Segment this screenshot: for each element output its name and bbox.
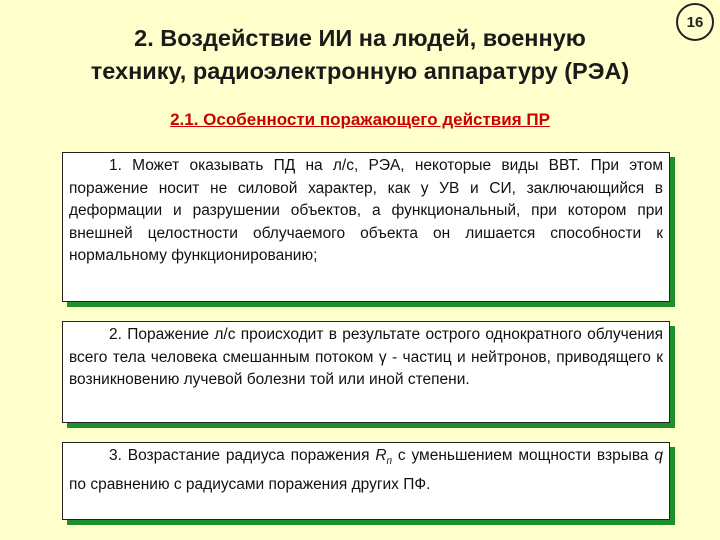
text-box-item-3: [62, 442, 670, 520]
item-3-text-middle: с уменьшением мощности взрыва: [392, 447, 655, 464]
item-3-text: [69, 445, 663, 496]
text-box-item-2: [62, 321, 670, 423]
radius-variable-subscript: п: [386, 456, 393, 468]
slide-title-line-2: технику, радиоэлектронную аппаратуру (РЭА): [90, 58, 630, 84]
item-2-text: 2. Поражение л/с происходит в результате острого однократного облучения всего тела человека смешанным потоком γ - частиц и нейтронов, приводящего к возникновению лучевой болезни той или иной степени.: [69, 326, 663, 388]
item-3-text-after: по сравнению с радиусами поражения других ПФ.: [69, 475, 431, 493]
text-box-item-1: [62, 152, 670, 302]
slide-title: [0, 22, 720, 88]
item-3-text-before: 3. Возрастание радиуса поражения: [109, 447, 376, 464]
slide-title-line-1: 2. Воздействие ИИ на людей, военную: [134, 25, 586, 51]
power-variable: q: [654, 447, 663, 464]
radius-variable: R: [375, 447, 387, 464]
item-1-text: 1. Может оказывать ПД на л/с, РЭА, некоторые виды ВВТ. При этом поражение носит не силовой характер, как у УВ и СИ, заключающийся в деформации и разрушении объектов, а функциональный, при котором при внешней целостности облучаемого объекта он лишается способности к нормальному функционированию;: [69, 157, 663, 264]
section-subtitle: 2.1. Особенности поражающего действия ПР: [170, 110, 550, 129]
page-number-badge: 16: [676, 3, 714, 41]
